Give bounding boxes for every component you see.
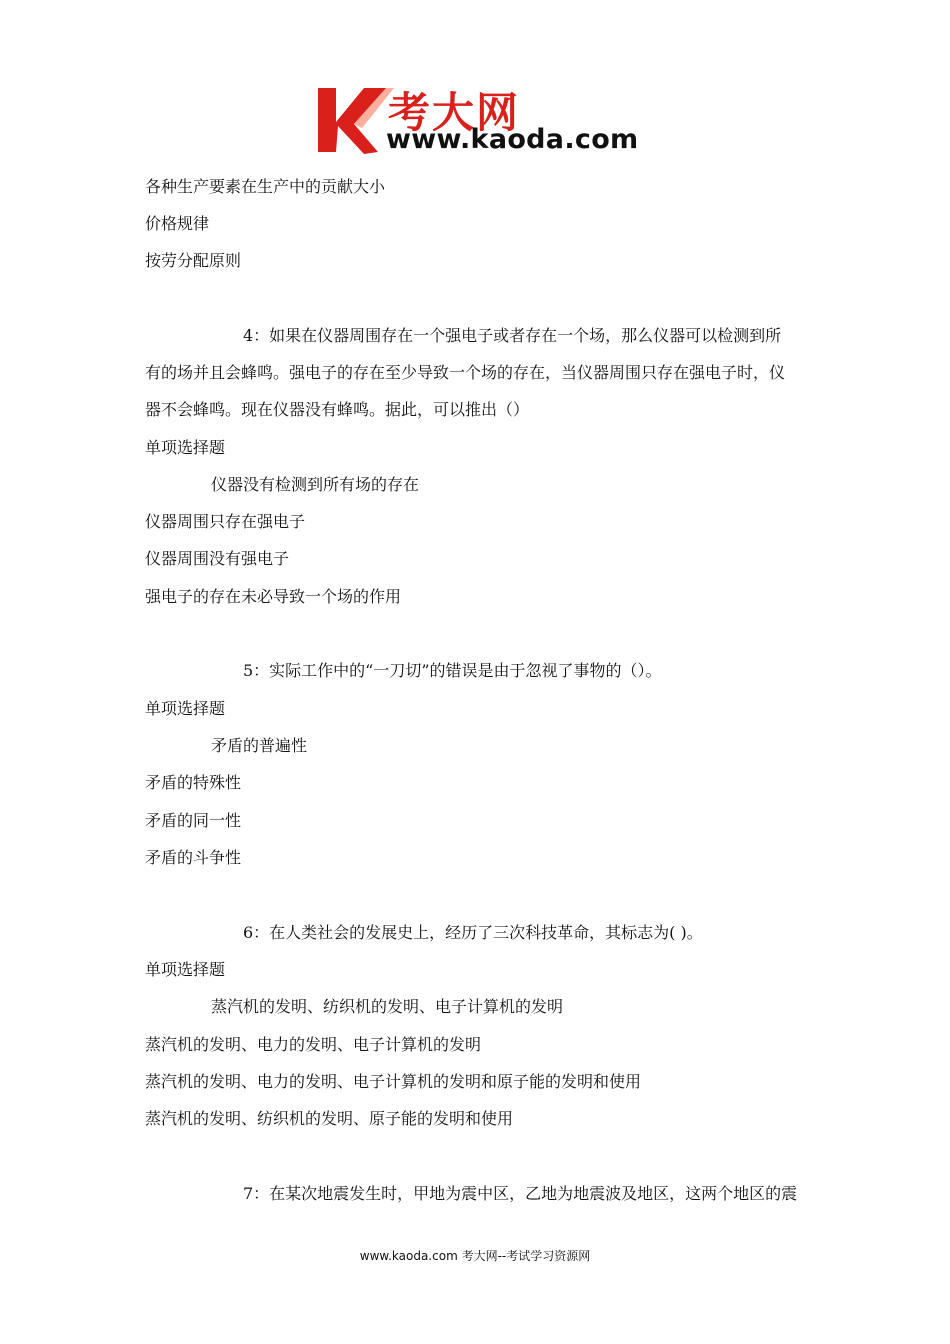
answer-option: 仪器周围只存在强电子 xyxy=(145,512,306,531)
answer-option: 价格规律 xyxy=(145,214,210,233)
question-type: 单项选择题 xyxy=(145,438,226,457)
answer-option: 蒸汽机的发明、电力的发明、电子计算机的发明 xyxy=(145,1035,482,1054)
answer-option: 蒸汽机的发明、纺织机的发明、电子计算机的发明 xyxy=(211,997,564,1016)
answer-option: 各种生产要素在生产中的贡献大小 xyxy=(145,177,386,196)
question-6-text: 6：在人类社会的发展史上，经历了三次科技革命，其标志为( )。 xyxy=(243,923,703,942)
answer-option: 矛盾的普遍性 xyxy=(211,736,308,755)
answer-option: 仪器没有检测到所有场的存在 xyxy=(211,475,420,494)
question-type: 单项选择题 xyxy=(145,960,226,979)
answer-option: 蒸汽机的发明、纺织机的发明、原子能的发明和使用 xyxy=(145,1109,514,1128)
question-4-text: 4：如果在仪器周围存在一个强电子或者存在一个场，那么仪器可以检测到所 xyxy=(243,326,782,345)
page-footer: www.kaoda.com 考大网--考试学习资源网 xyxy=(359,1249,591,1263)
question-7-text: 7：在某次地震发生时，甲地为震中区，乙地为地震波及地区，这两个地区的震 xyxy=(243,1184,798,1203)
question-type: 单项选择题 xyxy=(145,699,226,718)
question-4-text: 器不会蜂鸣。现在仪器没有蜂鸣。据此，可以推出（） xyxy=(145,400,530,419)
answer-option: 矛盾的斗争性 xyxy=(145,848,242,867)
answer-option: 仪器周围没有强电子 xyxy=(145,549,290,568)
answer-option: 矛盾的同一性 xyxy=(145,811,242,830)
answer-option: 蒸汽机的发明、电力的发明、电子计算机的发明和原子能的发明和使用 xyxy=(145,1072,642,1091)
answer-option: 矛盾的特殊性 xyxy=(145,773,242,792)
answer-option: 强电子的存在未必导致一个场的作用 xyxy=(145,587,402,606)
question-4-text: 有的场并且会蜂鸣。强电子的存在至少导致一个场的存在，当仪器周围只存在强电子时，仪 xyxy=(145,363,786,382)
answer-option: 按劳分配原则 xyxy=(145,251,242,270)
k-logo-icon xyxy=(316,84,394,156)
logo-title: 考大网 xyxy=(388,88,521,137)
logo-url: www.kaoda.com xyxy=(386,124,639,155)
question-5-text: 5：实际工作中的“一刀切”的错误是由于忽视了事物的（）。 xyxy=(243,661,662,680)
site-logo xyxy=(316,80,641,160)
